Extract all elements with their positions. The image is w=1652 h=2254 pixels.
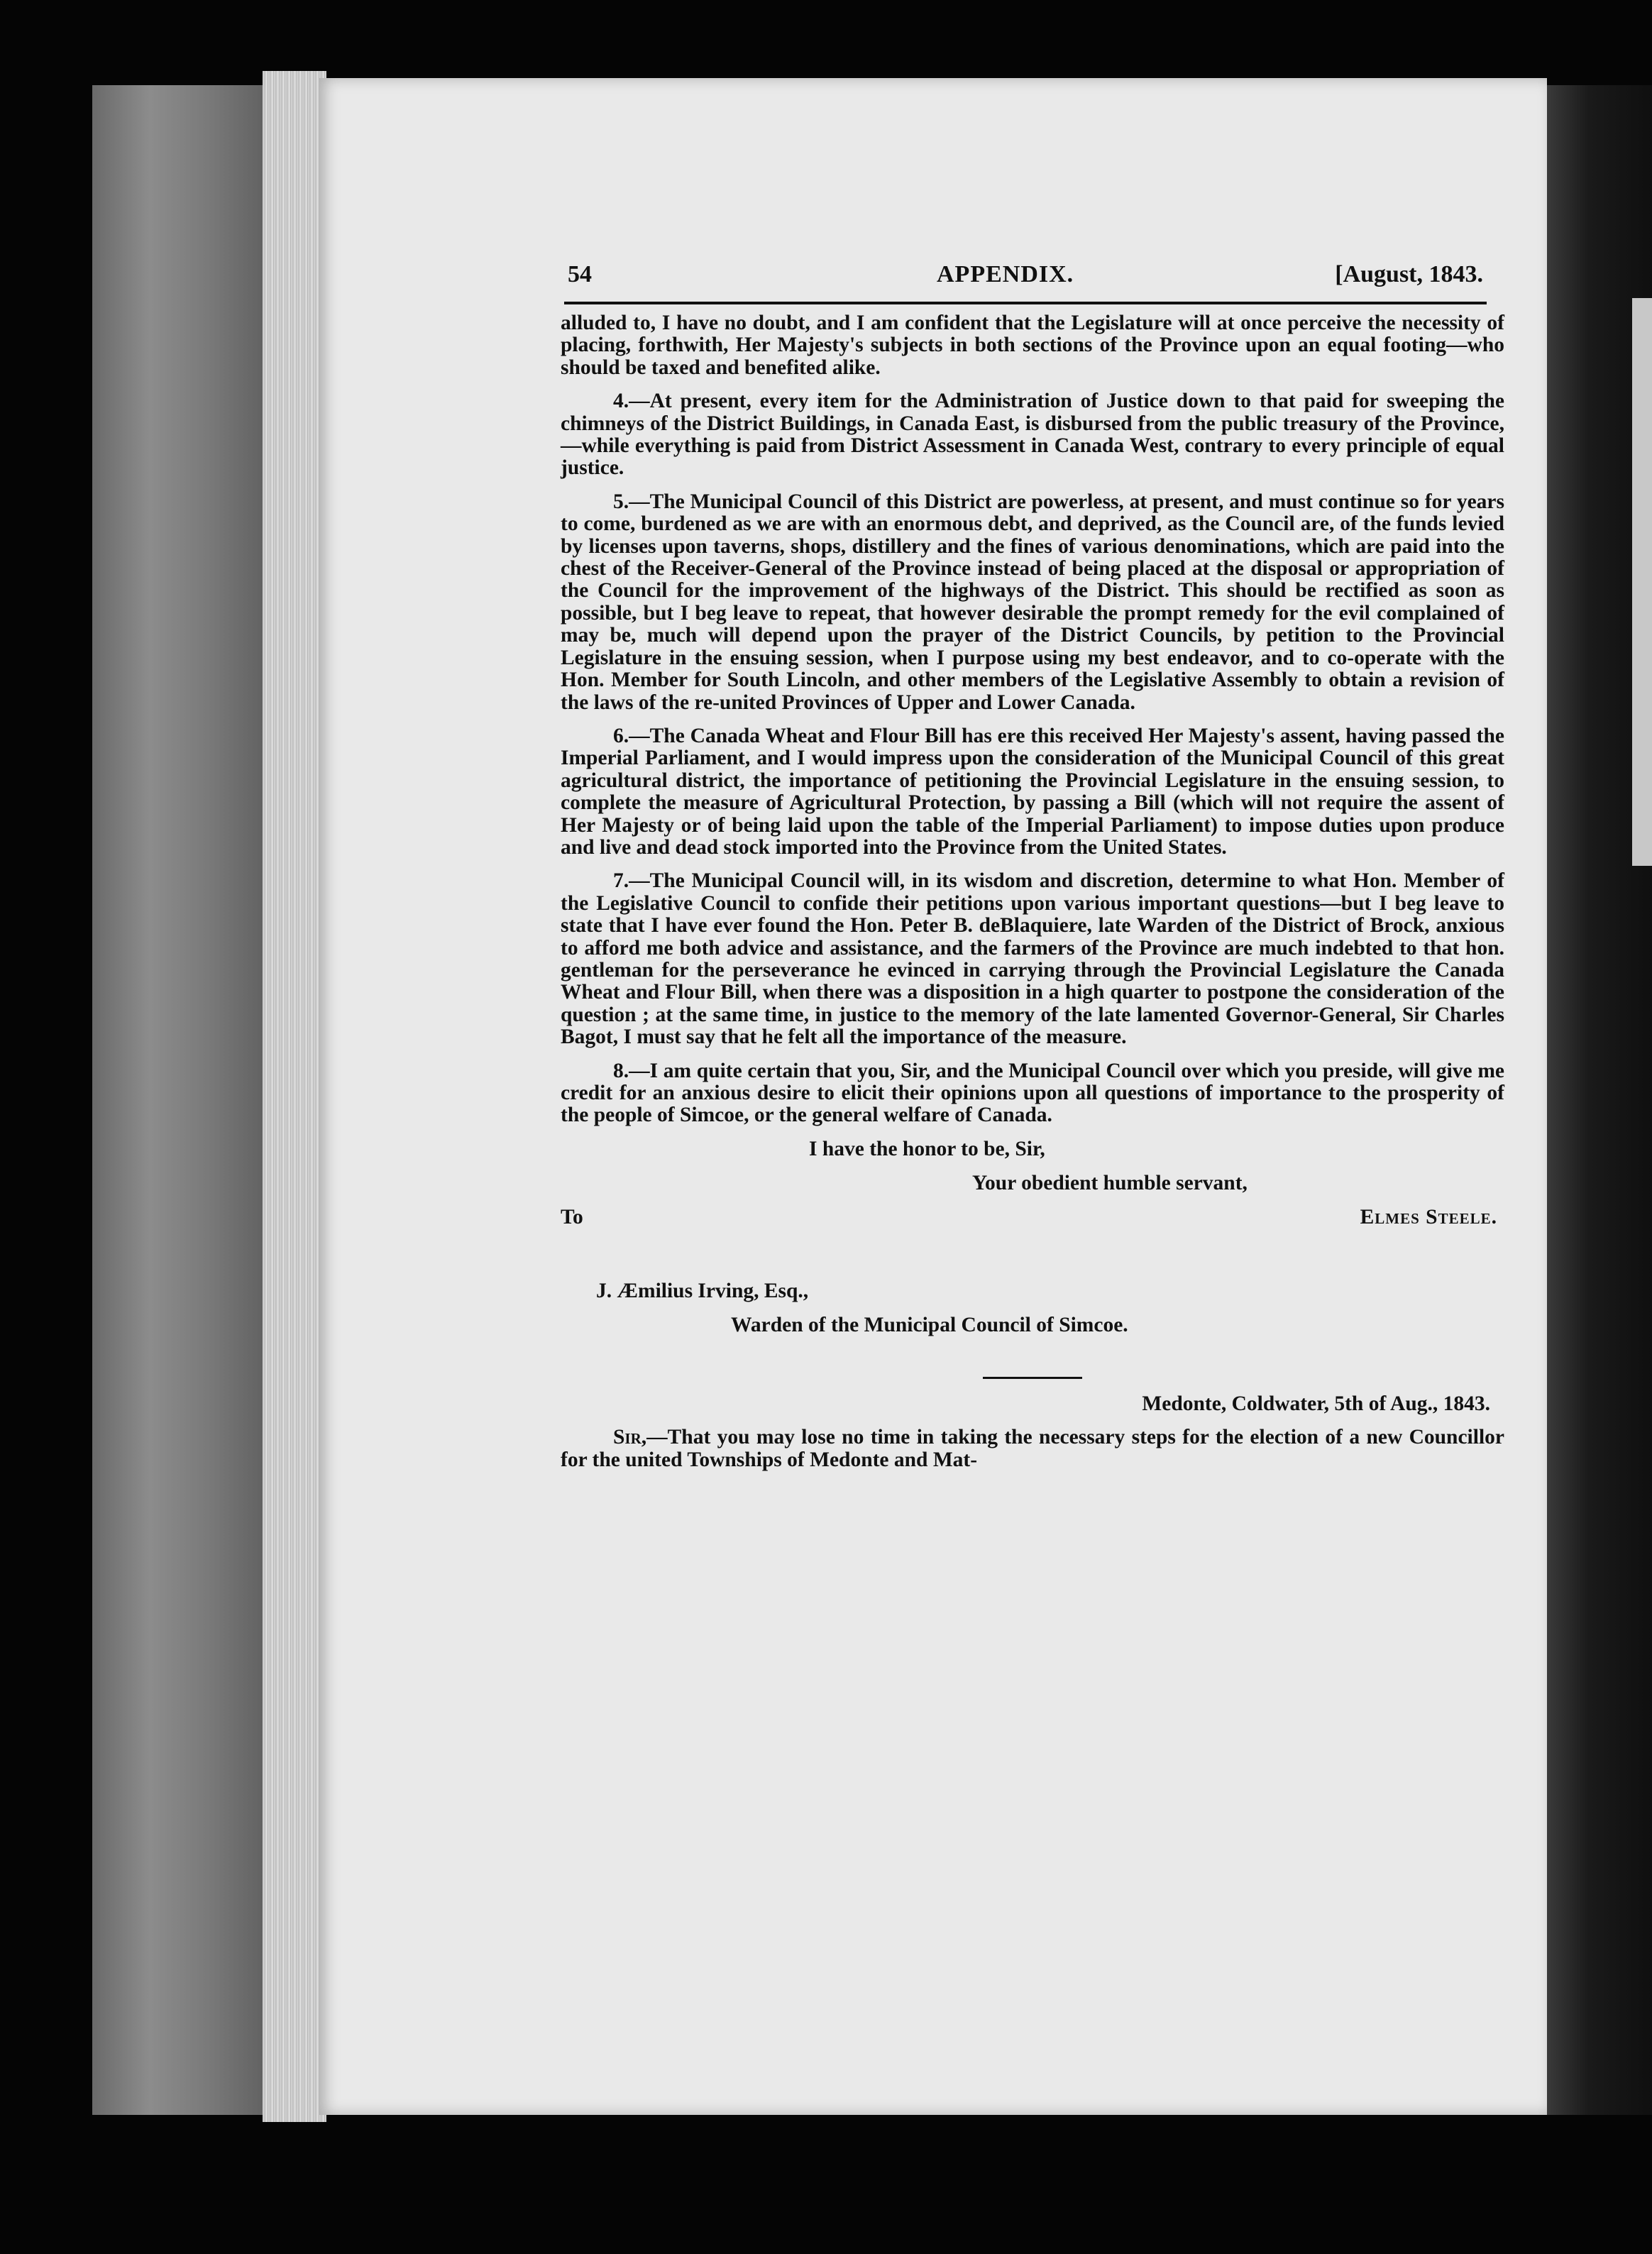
letter-opening <box>561 1426 1504 1471</box>
paragraph-8: 8.—I am quite certain that you, Sir, and the Municipal Council over which you preside, will give me credit for an anxious desire to elicit their opinions upon all questions of importance to the prosperity of the people of Simcoe, or the general welfare of Canada. <box>561 1059 1504 1127</box>
paragraph-5: 5.—The Municipal Council of this District are powerless, at present, and must continue so for years to come, burdened as we are with an enormous debt, and deprived, as the Council are, of the funds levied by licenses upon taverns, shops, distillery and the fines of various denominations, which are paid into the chest of the Receiver-General of the Province instead of being placed at the disposal or appropriation of the Council for the improvement of the highways of the District. This should be rectified as soon as possible, but I beg leave to repeat, that however desirable the prompt remedy for the evil complained of may be, much will depend upon the prayer of the District Councils, by petition to the Provincial Legislature in the ensuing session, when I purpose using my best endeavor, and to co-operate with the Hon. Member for South Lincoln, and other members of the Legislative Assembly to obtain a revision of the laws of the re-united Provinces of Upper and Lower Canada. <box>561 490 1504 714</box>
paragraph-continued: alluded to, I have no doubt, and I am confident that the Legislature will at once perceive the necessity of placing, forthwith, Her Majesty's subjects in both sections of the Province upon an equal footing—who should be taxed and benefited alike. <box>561 312 1504 379</box>
header-rule <box>564 302 1487 304</box>
signature: Elmes Steele. <box>1360 1205 1497 1228</box>
closing-servant: Your obedient humble servant, <box>972 1171 1248 1194</box>
recipient-title: Warden of the Municipal Council of Simcoe. <box>731 1313 1128 1336</box>
paragraph-7: 7.—The Municipal Council will, in its wisdom and discretion, determine to what Hon. Member of the Legislative Council to confide their petitions upon various important questions—but I beg leave to state that I have ever found the Hon. Peter B. deBlaquiere, late Warden of the District of Brock, anxious to afford me both advice and assistance, and the farmers of the Province are much indebted to that hon. gentleman for the perseverance he evinced in carrying through the Provincial Legislature the Canada Wheat and Flour Bill, when there was a disposition in a high quarter to postpone the consideration of the question ; at the same time, in justice to the memory of the late lamented Governor-General, Sir Charles Bagot, I must say that he felt all the importance of the measure. <box>561 869 1504 1049</box>
address-to: To <box>561 1205 583 1228</box>
book-binding <box>92 85 284 2115</box>
page-number: 54 <box>568 261 592 287</box>
paragraph-6: 6.—The Canada Wheat and Flour Bill has ere this received Her Majesty's assent, having passed the Imperial Parliament, and I would impress upon the consideration of the Municipal Council of this great agricultural district, the importance of petitioning the Provincial Legislature in the ensuing session, to complete the measure of Agricultural Protection, by passing a Bill (which will not require the assent of Her Majesty or of being laid upon the table of the Imperial Parliament) to impose duties upon produce and live and dead stock imported into the Province from the United States. <box>561 724 1504 859</box>
salutation: Sir, <box>613 1426 647 1449</box>
header-date: [August, 1843. <box>1335 261 1483 287</box>
letter-divider <box>983 1377 1082 1379</box>
page-edges <box>263 71 326 2122</box>
section-title: APPENDIX. <box>937 261 1074 287</box>
page-body <box>561 312 1504 1483</box>
letter-dateline: Medonte, Coldwater, 5th of Aug., 1843. <box>1142 1392 1490 1415</box>
page-header <box>568 261 1483 297</box>
letter-closing <box>561 1138 1504 1280</box>
recipient-address <box>561 1280 1504 1358</box>
recipient-name: J. Æmilius Irving, Esq., <box>596 1279 809 1302</box>
adjacent-page-edge <box>1632 298 1652 866</box>
letter-opening-text: —That you may lose no time in taking the necessary steps for the election of a new Councillor for the united Townships of Medonte and Mat- <box>561 1426 1504 1471</box>
closing-honor: I have the honor to be, Sir, <box>809 1137 1045 1160</box>
paragraph-4: 4.—At present, every item for the Administration of Justice down to that paid for sweeping the chimneys of the District Buildings, in Canada East, is disbursed from the public treasury of the Province,—while everything is paid from District Assessment in Canada West, contrary to every principle of equal justice. <box>561 390 1504 480</box>
